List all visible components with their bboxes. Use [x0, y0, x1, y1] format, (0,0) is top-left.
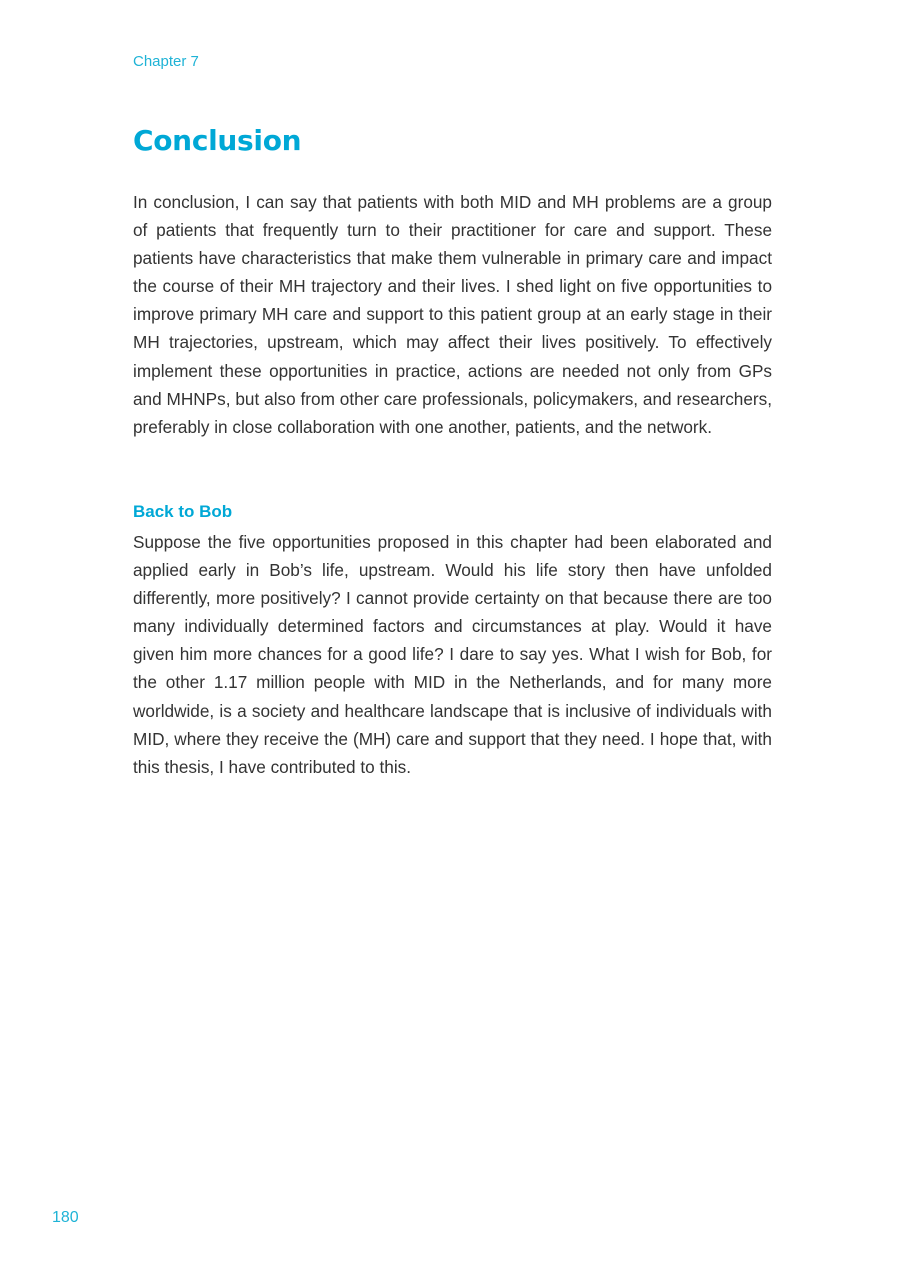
back-to-bob-paragraph: Suppose the five opportunities proposed in this chapter had been elaborated and applied early in Bob’s life, upstream. Would his life story then have unfolded differently, more positively? I cannot provide certainty on that because there are too many individually determined factors and circumstances at play. Would it have given him more chances for a good life? I dare to say yes. What I wish for Bob, for the other 1.17 million people with MID in the Netherlands, and for many more worldwide, is a society and healthcare landscape that is inclusive of individuals with MID, where they receive the (MH) care and support that they need. I hope that, with this thesis, I have contributed to this.: [133, 532, 772, 777]
conclusion-paragraph: In conclusion, I can say that patients with both MID and MH problems are a group of patients that frequently turn to their practitioner for care and support. These patients have characteristics that make them vulnerable in primary care and impact the course of their MH trajectory and their lives. I shed light on five opportunities to improve primary MH care and support to this patient group at an early stage in their MH trajectories, upstream, which may affect their lives positively. To effectively implement these opportunities in practice, actions are needed not only from GPs and MHNPs, but also from other care professionals, policymakers, and researchers, preferably in close collaboration with one another, patients, and the network.: [133, 192, 772, 437]
page-number: 180: [52, 1209, 79, 1226]
section-title: Conclusion: [133, 124, 302, 157]
chapter-label: Chapter 7: [133, 53, 199, 70]
back-to-bob-subheading: Back to Bob: [133, 502, 233, 521]
